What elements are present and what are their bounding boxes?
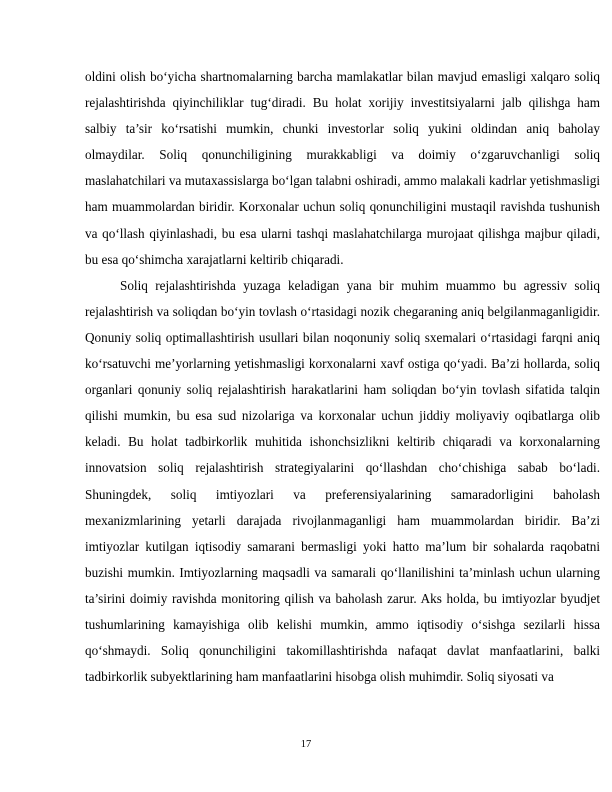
- body-text: [85, 64, 600, 690]
- page-number: 17: [300, 739, 312, 750]
- paragraph-tax-planning-problems: Soliq rejalashtirishda yuzaga keladigan yana bir muhim muammo bu agressiv soliq rejalashtirish va soliqdan bo‘yin tovlash o‘rtasidagi nozik chegaraning aniq belgilanmaganligidir. Qonuniy soliq optimallashtirish usullari bilan noqonuniy soliq sxemalari o‘rtasidagi farqni aniq ko‘rsatuvchi me’yorlarning yetishmasligi korxonalarni xavf ostiga qo‘yadi. Ba’zi hollarda, soliq organlari qonuniy soliq rejalashtirish harakatlarini ham soliqdan bo‘yin tovlash sifatida talqin qilishi mumkin, bu esa sud nizolariga va korxonalar uchun jiddiy moliyaviy oqibatlarga olib keladi. Bu holat tadbirkorlik muhitida ishonchsizlikni keltirib chiqaradi va korxonalarning innovatsion soliq rejalashtirish strategiyalarini qo‘llashdan cho‘chishiga sabab bo‘ladi. Shuningdek, soliq imtiyozlari va preferensiyalarining samaradorligini baholash mexanizmlarining yetarli darajada rivojlanmaganligi ham muammolardan biridir. Ba’zi imtiyozlar kutilgan iqtisodiy samarani bermasligi yoki hatto ma’lum bir sohalarda raqobatni buzishi mumkin. Imtiyozlarning maqsadli va samarali qo‘llanilishini ta’minlash uchun ularning ta’sirini doimiy ravishda monitoring qilish va baholash zarur. Aks holda, bu imtiyozlar byudjet tushumlarining kamayishiga olib kelishi mumkin, ammo iqtisodiy o‘sishga sezilarli hissa qo‘shmaydi. Soliq qonunchiligini takomillashtirishda nafaqat davlat manfaatlarini, balki tadbirkorlik subyektlarining ham manfaatlarini hisobga olish muhimdir. Soliq siyosati va: [85, 277, 600, 685]
- paragraph-continuation: oldini olish bo‘yicha shartnomalarning barcha mamlakatlar bilan mavjud emasligi xalqaro soliq rejalashtirishda qiyinchiliklar tug‘diradi. Bu holat xorijiy investitsiyalarni jalb qilishga ham salbiy ta’sir ko‘rsatishi mumkin, chunki investorlar soliq yukini oldindan aniq baholay olmaydilar. Soliq qonunchiligining murakkabligi va doimiy o‘zgaruvchanligi soliq maslahatchilari va mutaxassislarga bo‘lgan talabni oshiradi, ammo malakali kadrlar yetishmasligi ham muammolardan biridir. Korxonalar uchun soliq qonunchiligini mustaqil ravishda tushunish va qo‘llash qiyinlashadi, bu esa ularni tashqi maslahatchilarga murojaat qilishga majbur qiladi, bu esa qo‘shimcha xarajatlarni keltirib chiqaradi.: [85, 69, 600, 267]
